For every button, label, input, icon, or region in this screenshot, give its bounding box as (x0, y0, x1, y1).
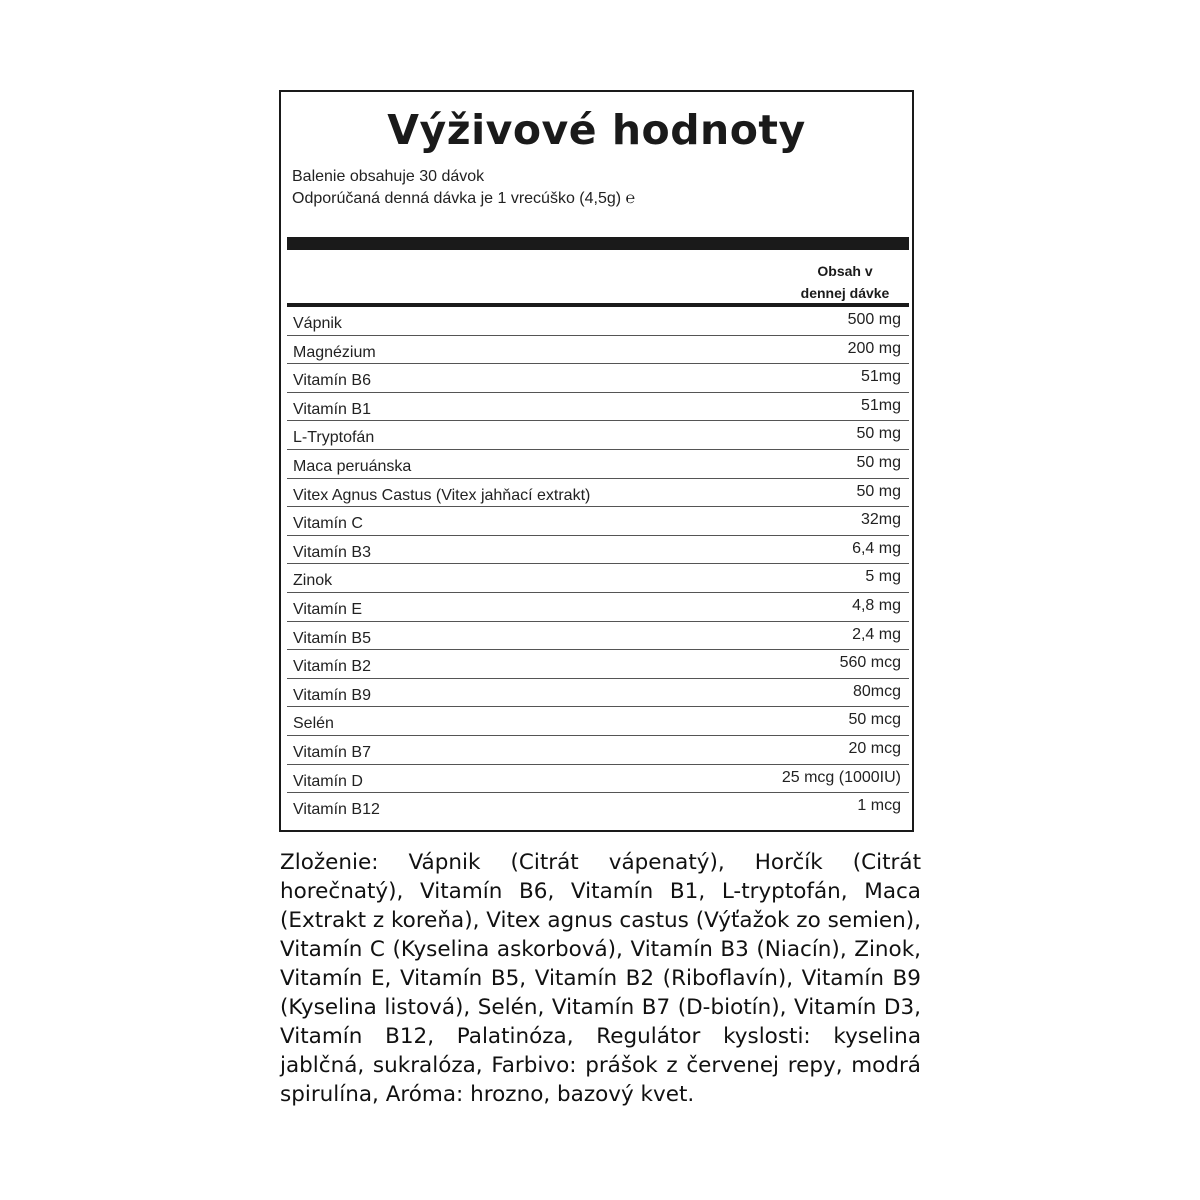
table-row (287, 707, 909, 736)
nutrient-name: Vitamín D (293, 772, 363, 790)
nutrient-amount: 50 mg (856, 453, 901, 471)
table-row (287, 679, 909, 708)
table-row (287, 450, 909, 479)
nutrient-amount: 200 mg (847, 339, 901, 357)
column-header-amount (785, 260, 905, 304)
table-row (287, 336, 909, 365)
nutrient-amount: 5 mg (865, 568, 901, 586)
table-row (287, 793, 909, 822)
table-row (287, 593, 909, 622)
nutrient-amount: 500 mg (847, 311, 901, 328)
nutrient-amount: 560 mcg (839, 654, 901, 672)
servings-per-package: Balenie obsahuje 30 dávok (292, 168, 485, 185)
nutrient-amount: 4,8 mg (852, 596, 901, 614)
nutrient-amount: 6,4 mg (852, 539, 901, 557)
nutrient-name: Vitamín B3 (293, 543, 371, 561)
recommended-daily-dose: Odporúčaná denná dávka je 1 vrecúško (4,5g) ℮ (292, 190, 636, 207)
nutrient-amount: 50 mcg (848, 711, 901, 729)
nutrient-amount: 50 mg (856, 425, 901, 443)
nutrient-amount: 1 mcg (857, 797, 901, 815)
table-row (287, 765, 909, 794)
nutrient-name: Zinok (293, 572, 333, 590)
nutrient-name: Vitamín B12 (293, 801, 380, 819)
nutrient-amount: 2,4 mg (852, 625, 901, 643)
nutrient-amount: 20 mcg (848, 739, 901, 757)
table-row (287, 479, 909, 508)
header-divider-bar (287, 237, 909, 250)
nutrient-name: Vitamín E (293, 600, 363, 618)
nutrient-amount: 80mcg (852, 682, 901, 700)
nutrient-name: Vápnik (293, 315, 342, 332)
table-row (287, 536, 909, 565)
nutrient-name: L-Tryptofán (293, 429, 375, 447)
table-row (287, 736, 909, 765)
nutrient-name: Vitamín B2 (293, 658, 371, 676)
table-row (287, 364, 909, 393)
table-row (287, 650, 909, 679)
serving-info (292, 166, 635, 210)
nutrition-title: Výživové hodnoty (387, 106, 806, 154)
nutrient-name: Vitamín B9 (293, 686, 371, 704)
nutrient-name: Vitamín B7 (293, 743, 371, 761)
nutrient-name: Vitamín B5 (293, 629, 371, 647)
table-row (287, 421, 909, 450)
nutrient-name: Vitex Agnus Castus (Vitex jahňací extrakt) (293, 486, 591, 504)
nutrient-amount: 32mg (860, 511, 901, 529)
table-row (287, 507, 909, 536)
nutrient-amount: 51mg (860, 396, 901, 414)
column-header-line1: Obsah v (817, 263, 873, 279)
nutrition-facts-box (279, 90, 914, 832)
nutrient-name: Magnézium (293, 343, 376, 361)
nutrient-name: Vitamín B6 (293, 372, 371, 390)
nutrient-name: Vitamín B1 (293, 400, 371, 418)
nutrient-amount: 51mg (860, 368, 901, 386)
nutrient-table (287, 307, 909, 822)
nutrient-amount: 50 mg (856, 482, 901, 500)
column-header-line2: dennej dávke (800, 285, 890, 301)
composition-text: Zloženie: Vápnik (Citrát vápenatý), Horčík (Citrát horečnatý), Vitamín B6, Vitamín B1, L-tryptofán, Maca (Extrakt z koreňa), Vitex agnus castus (Výťažok zo semien), Vitamín C (Kyselina askorbová), Vitamín B3 (Niacín), Zinok, Vitamín E, Vitamín B5, Vitamín B2 (Riboflavín), Vitamín B9 (Kyselina listová), Selén, Vitamín B7 (D-biotín), Vitamín D3, Vitamín B12, Palatinóza, Regulátor kyslosti: kyselina jablčná, sukralóza, Farbivo: prášok z červenej repy, modrá spirulína, Aróma: hrozno, bazový kvet. (280, 850, 921, 1107)
nutrient-name: Vitamín C (293, 515, 363, 533)
table-row (287, 307, 909, 336)
nutrient-name: Selén (293, 715, 334, 733)
nutrient-amount: 25 mcg (1000IU) (781, 768, 901, 786)
nutrient-name: Maca peruánska (293, 457, 412, 475)
table-row (287, 564, 909, 593)
table-row (287, 393, 909, 422)
table-row (287, 622, 909, 651)
